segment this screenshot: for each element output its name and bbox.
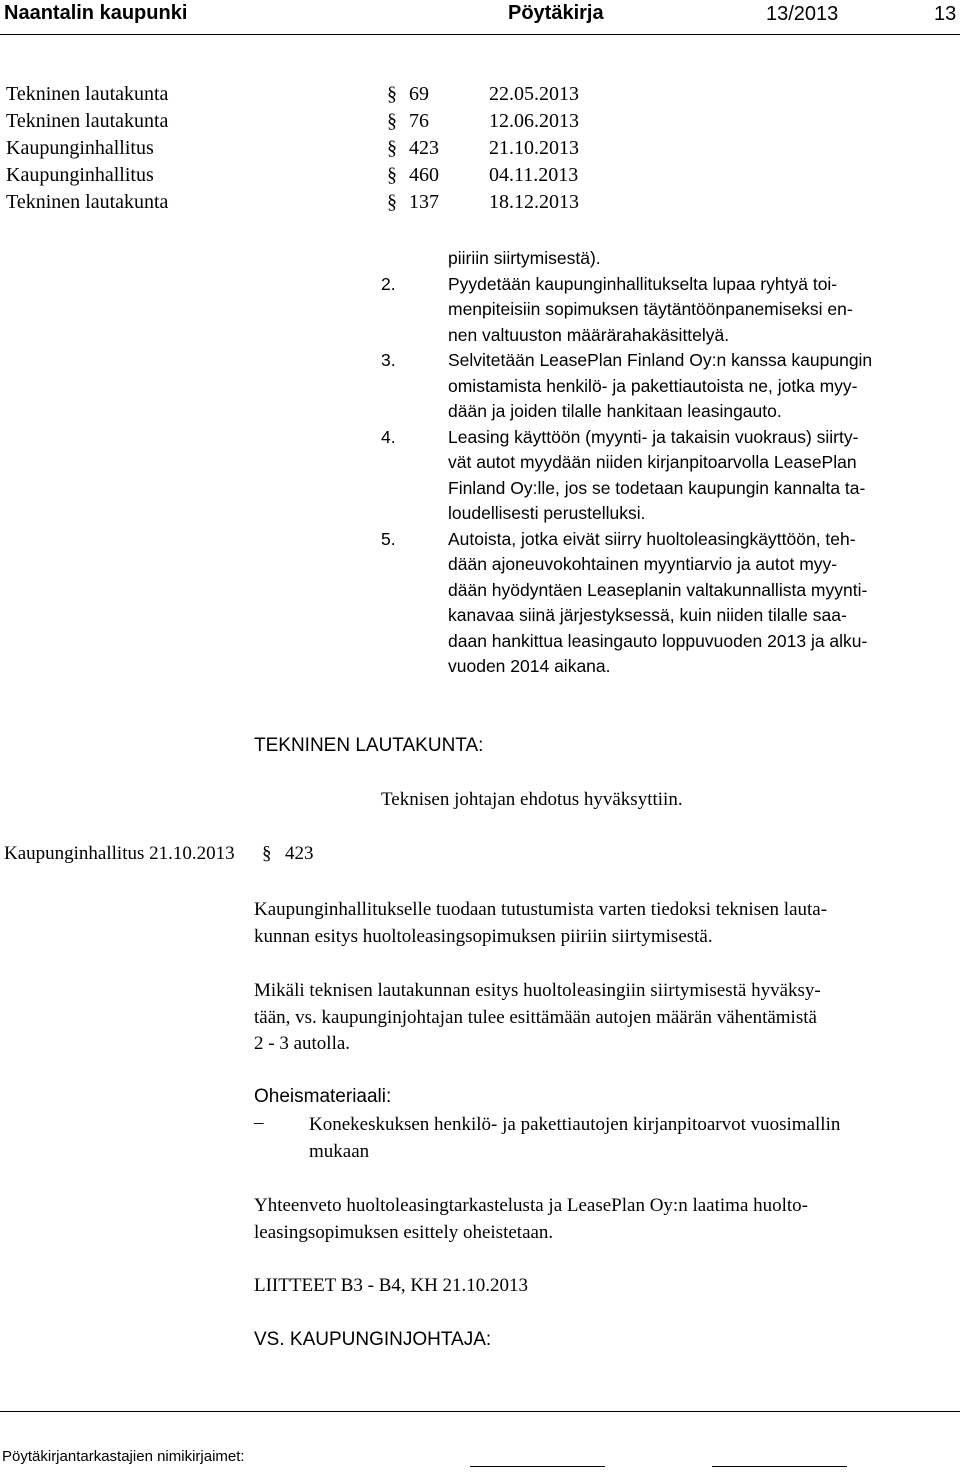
municipality-name: Naantalin kaupunki <box>4 2 188 24</box>
history-body: Tekninen lautakunta <box>6 191 169 213</box>
list-item <box>381 348 956 425</box>
list-line: menpiteisiin sopimuksen täytäntöönpanemiseksi en- <box>448 299 853 319</box>
section-sign: § <box>387 110 397 132</box>
list-item <box>381 527 956 680</box>
history-body: Kaupunginhallitus <box>6 164 154 186</box>
history-number: 137 <box>409 191 439 213</box>
text-line: leasingsopimuksen esittely oheistetaan. <box>254 1221 554 1243</box>
kh-paragraph-3 <box>254 1193 956 1246</box>
history-body: Tekninen lautakunta <box>6 83 169 105</box>
list-line: dään ja joiden tilalle hankitaan leasingauto. <box>448 401 782 421</box>
list-item <box>381 425 956 527</box>
list-line: Leasing käyttöön (myynti- ja takaisin vuokraus) siirty- <box>448 426 859 447</box>
page-number: 13 <box>934 3 957 25</box>
text-line: 2 - 3 autolla. <box>254 1033 351 1054</box>
kh-paragraph-1 <box>254 897 956 950</box>
text-line: kunnan esitys huoltoleasingsopimuksen piiriin siirtymisestä. <box>254 925 713 947</box>
list-line: daan hankittua leasingauto loppuvuoden 2013 ja alku- <box>448 630 868 651</box>
section-sign: § <box>387 164 397 186</box>
list-line: loudellisesti perustelluksi. <box>448 503 646 523</box>
header-rule <box>0 34 960 35</box>
history-body: Kaupunginhallitus <box>6 137 154 159</box>
text-line: Konekeskuksen henkilö- ja pakettiautojen kirjanpitoarvot vuosimallin <box>309 1114 841 1135</box>
list-line: kanavaa siinä järjestyksessä, kuin niiden tilalle saa- <box>448 605 847 625</box>
mayor-heading: VS. KAUPUNGINJOHTAJA: <box>254 1329 492 1350</box>
list-item-number: 3. <box>381 350 396 370</box>
text-line: tään, vs. kaupunginjohtajan tulee esittämään autojen määrän vähentämistä <box>254 1006 817 1028</box>
signature-line <box>470 1466 605 1467</box>
committee-heading: TEKNINEN LAUTAKUNTA: <box>254 735 484 756</box>
history-date: 04.11.2013 <box>489 164 579 186</box>
list-line: omistamista henkilö- ja pakettiautoista ne, jotka myy- <box>448 375 858 396</box>
kh-section-number: 423 <box>285 843 314 864</box>
history-date: 18.12.2013 <box>489 191 579 213</box>
section-sign: § <box>387 137 397 159</box>
list-line: Finland Oy:lle, jos se todetaan kaupungin kannalta ta- <box>448 477 866 498</box>
list-line: vuoden 2014 aikana. <box>448 656 611 676</box>
text-line: Mikäli teknisen lautakunnan esitys huoltoleasingiin siirtymisestä hyväksy- <box>254 980 821 1001</box>
signature-line <box>712 1466 847 1467</box>
list-item <box>381 272 956 349</box>
attachments-line: LIITTEET B3 - B4, KH 21.10.2013 <box>254 1275 529 1296</box>
list-item-number: 4. <box>381 426 396 447</box>
document-type: Pöytäkirja <box>508 2 604 24</box>
kh-paragraph-2 <box>254 978 956 1058</box>
list-line: vät autot myydään niiden kirjanpitoarvolla LeasePlan <box>448 452 857 472</box>
kh-meeting-label: Kaupunginhallitus 21.10.2013 <box>4 843 235 864</box>
history-number: 76 <box>409 110 429 132</box>
footer-initials-label: Pöytäkirjantarkastajien nimikirjaimet: <box>2 1448 245 1465</box>
materials-item <box>309 1112 957 1165</box>
history-body: Tekninen lautakunta <box>6 110 169 132</box>
history-number: 423 <box>409 137 439 159</box>
materials-dash: – <box>254 1112 264 1133</box>
history-number: 460 <box>409 164 439 186</box>
list-item-number: 2. <box>381 273 396 294</box>
list-line: dään hyödyntäen Leaseplanin valtakunnallista myynti- <box>448 579 868 600</box>
section-sign: § <box>387 83 397 105</box>
proposal-list <box>381 246 956 680</box>
text-line: Yhteenveto huoltoleasingtarkastelusta ja LeasePlan Oy:n laatima huolto- <box>254 1195 809 1216</box>
section-sign: § <box>387 191 397 213</box>
history-date: 21.10.2013 <box>489 137 579 159</box>
materials-heading: Oheismateriaali: <box>254 1086 392 1107</box>
list-line: Selvitetään LeasePlan Finland Oy:n kanssa kaupungin <box>448 350 873 370</box>
list-line: nen valtuuston määrärahakäsittelyä. <box>448 324 730 345</box>
kh-section-sign: § <box>262 843 272 864</box>
committee-decision: Teknisen johtajan ehdotus hyväksyttiin. <box>381 789 683 810</box>
text-line: Kaupunginhallitukselle tuodaan tutustumista varten tiedoksi teknisen lauta- <box>254 899 828 920</box>
list-line: dään ajoneuvokohtainen myyntiarvio ja autot myy- <box>448 554 838 574</box>
footer-rule <box>0 1411 960 1412</box>
list-line: Pyydetään kaupunginhallitukselta lupaa ryhtyä toi- <box>448 273 838 294</box>
history-number: 69 <box>409 83 429 105</box>
list-line: Autoista, jotka eivät siirry huoltoleasingkäyttöön, teh- <box>448 528 856 549</box>
list-item-number: 5. <box>381 528 396 549</box>
list-intro: piiriin siirtymisestä). <box>448 248 601 268</box>
history-date: 22.05.2013 <box>489 83 579 105</box>
history-date: 12.06.2013 <box>489 110 579 132</box>
issue-number: 13/2013 <box>766 3 839 25</box>
text-line: mukaan <box>309 1140 370 1162</box>
